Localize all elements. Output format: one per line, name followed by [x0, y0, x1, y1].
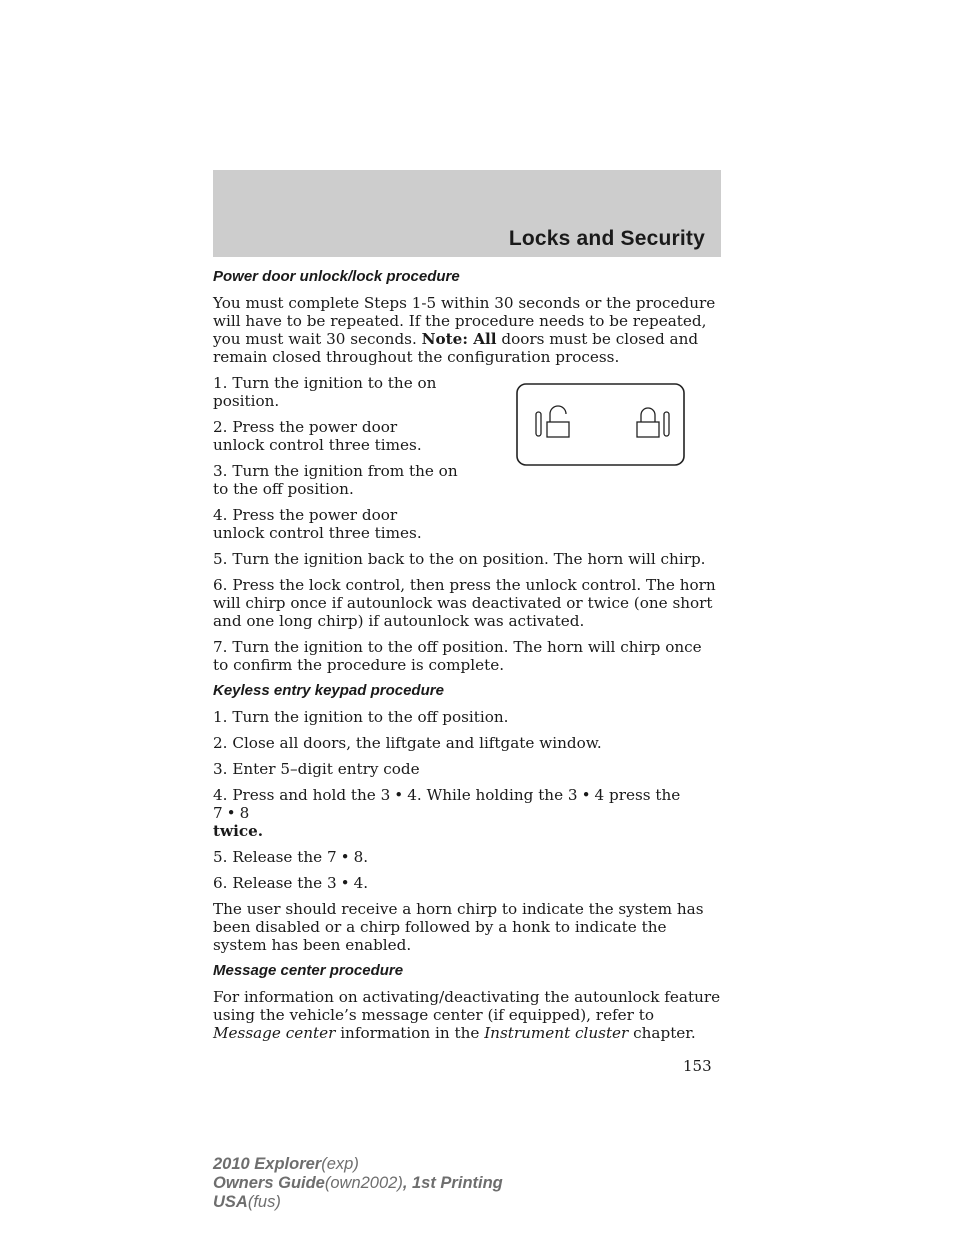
bullet-separator: •	[394, 786, 404, 804]
page-body	[213, 268, 721, 1042]
power-step-7: 7. Turn the ignition to the off position. The horn will chirp once to confirm the procedure is complete.	[213, 638, 702, 674]
message-text-1: For information on activating/deactivating the autounlock feature using the vehicle’s message center (if equipped), refer to	[213, 988, 721, 1024]
message-text-2: information in the	[340, 1024, 480, 1042]
message-center-paragraph	[213, 988, 721, 1042]
bullet-separator: •	[340, 874, 350, 892]
keyless-procedure-heading: Keyless entry keypad procedure	[213, 682, 444, 699]
power-step-3: 3. Turn the ignition from the on to the off position.	[213, 462, 458, 498]
keyless-step-4-part-b: 4. While holding the 3	[407, 786, 578, 804]
power-procedure-heading: Power door unlock/lock procedure	[213, 268, 460, 285]
power-step-2: 2. Press the power door unlock control three times.	[213, 418, 422, 454]
bullet-separator: •	[340, 848, 350, 866]
keyless-step-3: 3. Enter 5–digit entry code	[213, 760, 420, 778]
keyless-step-6-part-b: 4.	[353, 874, 369, 892]
keyless-step-4-part-a: 4. Press and hold the 3	[213, 786, 391, 804]
footer-region-code: (fus)	[247, 1193, 281, 1211]
keyless-step-5-part-a: 5. Release the 7	[213, 848, 337, 866]
keyless-step-2: 2. Close all doors, the liftgate and liftgate window.	[213, 734, 602, 752]
keyless-step-6-part-a: 6. Release the 3	[213, 874, 337, 892]
keyless-step-4	[213, 786, 721, 840]
keyless-step-4-part-c: 4 press the 7	[213, 786, 681, 822]
message-center-heading: Message center procedure	[213, 962, 404, 979]
keyless-step-4-part-d: 8	[239, 804, 250, 822]
bullet-separator: •	[581, 786, 591, 804]
bullet-separator: •	[226, 804, 236, 822]
power-step-1: 1. Turn the ignition to the on position.	[213, 374, 437, 410]
power-step-5: 5. Turn the ignition back to the on position. The horn will chirp.	[213, 550, 706, 568]
page-number: 153	[683, 1057, 712, 1075]
instrument-cluster-reference: Instrument cluster	[484, 1024, 629, 1042]
message-text-3: chapter.	[633, 1024, 696, 1042]
keyless-result-paragraph: The user should receive a horn chirp to indicate the system has been disabled or a chirp followed by a honk to indicate the system has been enabled.	[213, 900, 704, 954]
note-text: doors must be closed and remain closed throughout the configuration process.	[213, 330, 699, 366]
footer-model-code: (exp)	[321, 1155, 359, 1173]
print-footer	[213, 1155, 503, 1212]
section-header-band	[213, 170, 721, 257]
message-center-reference: Message center	[213, 1024, 336, 1042]
footer-guide: Owners Guide	[213, 1174, 325, 1192]
footer-model: 2010 Explorer	[213, 1155, 322, 1173]
section-title: Locks and Security	[508, 227, 705, 250]
footer-guide-code: (own2002)	[324, 1174, 403, 1192]
footer-printing: , 1st Printing	[402, 1174, 503, 1192]
keyless-step-1: 1. Turn the ignition to the off position.	[213, 708, 509, 726]
power-intro-text: You must complete Steps 1-5 within 30 seconds or the procedure will have to be repeated. If the procedure needs to be repeated, you must wait 30 seconds.	[213, 294, 716, 348]
note-label: Note: All	[421, 330, 497, 348]
keyless-step-5	[213, 848, 721, 866]
footer-region: USA	[213, 1193, 248, 1211]
power-step-4: 4. Press the power door unlock control three times.	[213, 506, 422, 542]
keyless-step-6	[213, 874, 721, 892]
power-step-6: 6. Press the lock control, then press the unlock control. The horn will chirp once if autounlock was deactivated or twice (one short and one long chirp) if autounlock was activated.	[213, 576, 716, 630]
keyless-step-4-emphasis: twice.	[213, 822, 264, 840]
power-intro-paragraph	[213, 294, 721, 366]
keyless-step-5-part-b: 8.	[353, 848, 369, 866]
